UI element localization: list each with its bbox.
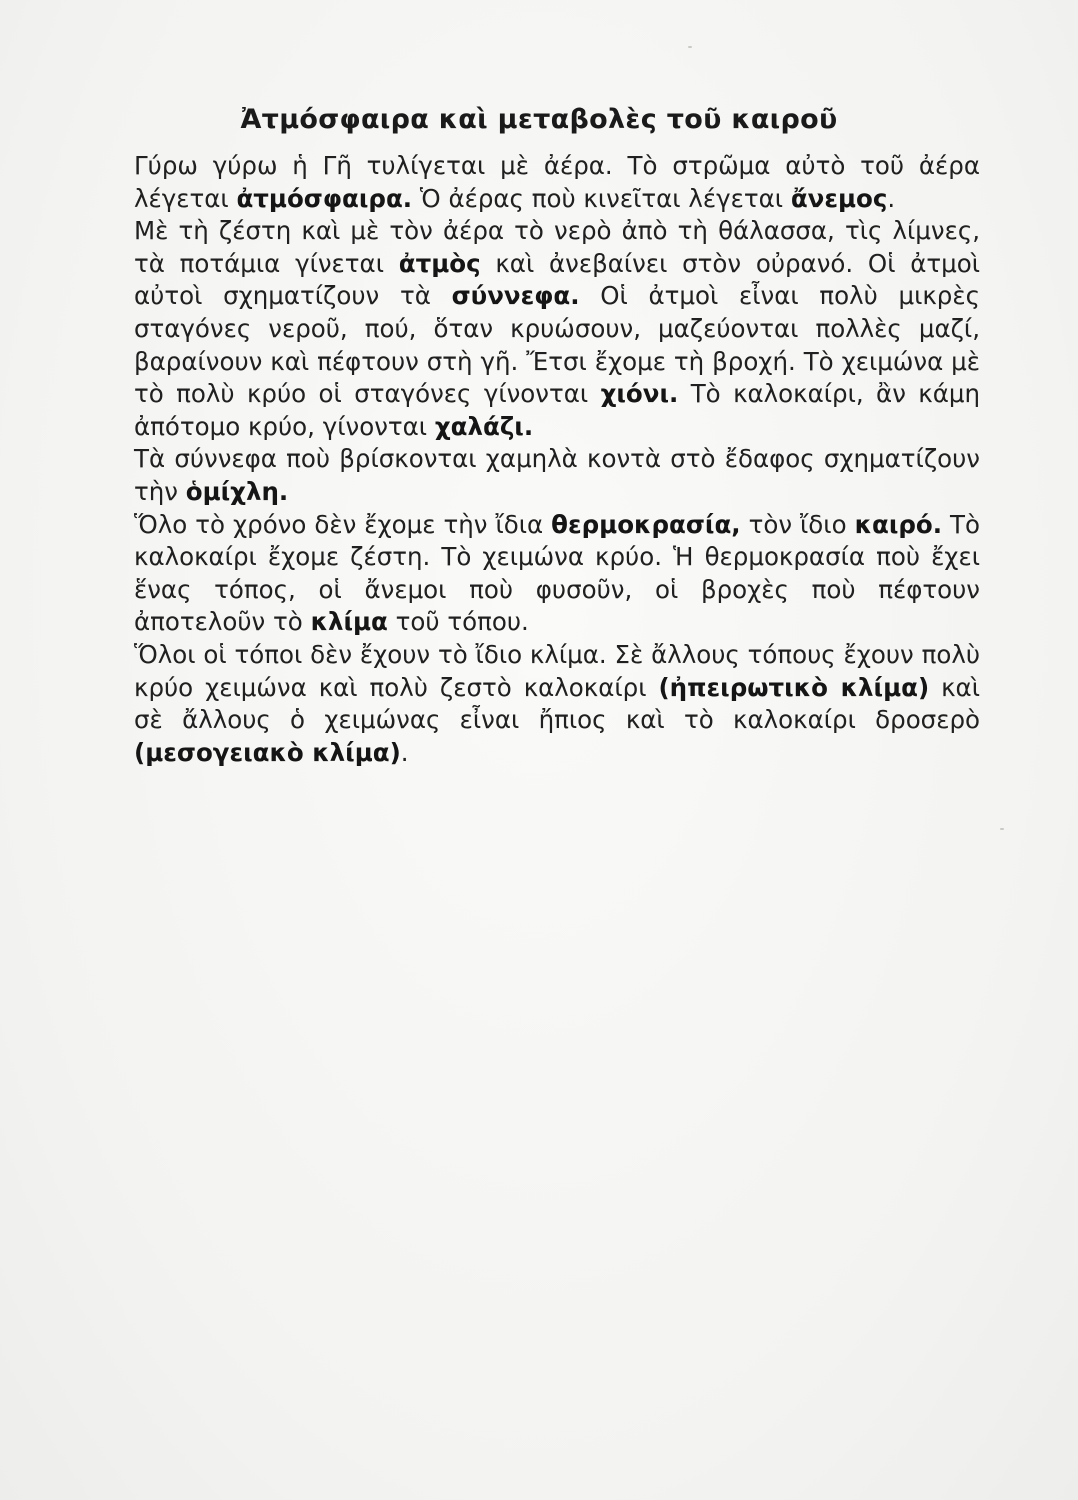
text-run: Οἱ ἀτμοὶ εἶναι πολὺ μικρὲς σταγόνες νεροῦ, πού, ὅταν κρυώσουν, μαζεύονται πολλὲς μαζί, βαραίνουν καὶ πέφτουν στὴ γῆ. Ἔτσι ἔχομε τὴ βροχή. Τὸ χειμώνα μὲ τὸ πολὺ κρύο οἱ σταγόνες γίνονται (134, 281, 980, 409)
text-run: Τὰ σύννεφα ποὺ βρίσκονται χαμηλὰ κοντὰ στὸ ἔδαφος σχηματίζουν τὴν (134, 444, 980, 506)
key-term: (ἠπειρωτικὸ κλίμα) (658, 672, 930, 702)
text-run: Τὸ καλοκαίρι, ἂν κάμη ἀπότομο κρύο, γίνονται (134, 379, 981, 441)
text-run: καὶ σὲ ἄλλους ὁ χειμώνας εἶναι ἤπιος καὶ τὸ καλοκαίρι δροσερὸ (134, 672, 980, 735)
text-run: Ὅλο τὸ χρόνο δὲν ἔχομε τὴν ἴδια (134, 509, 552, 539)
text-run: Ὁ ἀέρας ποὺ κινεῖται λέγεται (412, 183, 791, 213)
text-run: Γύρω γύρω ἡ Γῆ τυλίγεται μὲ ἀέρα. Τὸ στρῶμα αὐτὸ τοῦ ἀέρα λέγεται (134, 151, 980, 213)
scan-speck (688, 46, 692, 48)
text-run: . (400, 737, 409, 767)
key-term: ὁμίχλη. (185, 476, 289, 506)
paragraph-atmosphere (134, 150, 980, 215)
key-term: χιόνι. (600, 379, 679, 409)
key-term: σύννεφα. (451, 281, 580, 311)
key-term: θερμοκρασία, (551, 509, 741, 539)
text-run: τὸν ἴδιο (740, 509, 855, 539)
key-term: κλίμα (310, 607, 388, 637)
key-term: (μεσογειακὸ κλίμα) (134, 737, 401, 767)
key-term: καιρό. (854, 509, 943, 539)
paragraph-fog (134, 443, 980, 508)
paragraph-climate-types (134, 639, 980, 769)
key-term: ἄνεμος (790, 183, 888, 213)
page-title: Ἀτμόσφαιρα καὶ μεταβολὲς τοῦ καιροῦ (240, 104, 838, 136)
key-term: χαλάζι. (434, 411, 534, 441)
text-run: . (887, 183, 896, 213)
text-run: Μὲ τὴ ζέστη καὶ μὲ τὸν ἀέρα τὸ νερὸ ἀπὸ τὴ θάλασσα, τὶς λίμνες, τὰ ποτάμια γίνεται (134, 216, 980, 278)
text-run: τοῦ τόπου. (387, 607, 529, 637)
scan-speck (1000, 828, 1004, 830)
text-run: Ὅλοι οἱ τόποι δὲν ἔχουν τὸ ἴδιο κλίμα. Σὲ ἄλλους τόπους ἔχουν πολὺ κρύο χειμώνα καὶ πολὺ ζεστὸ καλοκαίρι (134, 639, 980, 702)
paragraph-clouds-rain (134, 215, 980, 443)
text-run: Τὸ καλοκαίρι ἔχομε ζέστη. Τὸ χειμώνα κρύο. Ἡ θερμοκρασία ποὺ ἔχει ἕνας τόπος, οἱ ἄνεμοι ποὺ φυσοῦν, οἱ βροχὲς ποὺ πέφτουν ἀποτελοῦν τὸ (134, 509, 980, 637)
key-term: ἀτμόσφαιρα. (236, 183, 413, 213)
paragraph-temperature-climate (134, 509, 980, 639)
text-run: καὶ ἀνεβαίνει στὸν οὐρανό. Οἱ ἀτμοὶ αὐτοὶ σχηματίζουν τὰ (134, 248, 981, 311)
body-text (134, 150, 980, 769)
key-term: ἀτμὸς (398, 248, 481, 278)
